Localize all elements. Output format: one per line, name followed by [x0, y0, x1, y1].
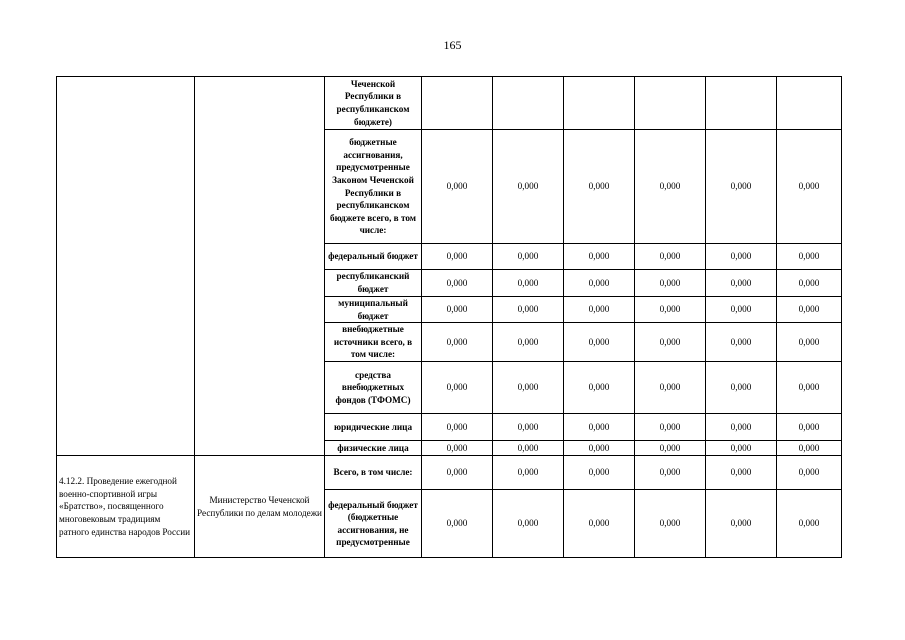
value-cell: 0,000: [635, 441, 706, 456]
value-cell: 0,000: [564, 323, 635, 362]
value-cell: 0,000: [777, 441, 842, 456]
value-cell: [564, 77, 635, 130]
value-cell: 0,000: [422, 323, 493, 362]
value-cell: 0,000: [422, 130, 493, 244]
value-cell: 0,000: [564, 490, 635, 558]
funding-label: бюджетные ассигнования, предусмотренные Законом Чеченской Республики в республиканском бюджете всего, в том числе:: [325, 130, 422, 244]
value-cell: 0,000: [493, 270, 564, 297]
value-cell: 0,000: [777, 270, 842, 297]
value-cell: [422, 77, 493, 130]
value-cell: 0,000: [706, 244, 777, 270]
value-cell: 0,000: [777, 362, 842, 414]
value-cell: [777, 77, 842, 130]
funding-label: юридические лица: [325, 414, 422, 441]
value-cell: 0,000: [422, 441, 493, 456]
value-cell: 0,000: [777, 297, 842, 323]
funding-label: средства внебюджетных фондов (ТФОМС): [325, 362, 422, 414]
event-executor: Министерство Чеченской Республики по делам молодежи: [195, 456, 325, 558]
value-cell: 0,000: [564, 456, 635, 490]
value-cell: 0,000: [493, 244, 564, 270]
value-cell: 0,000: [564, 362, 635, 414]
event-description: 4.12.2. Проведение ежегодной военно-спортивной игры «Братство», посвященного многовековым традициям ратного единства народов России: [57, 456, 195, 558]
value-cell: 0,000: [777, 414, 842, 441]
value-cell: 0,000: [422, 414, 493, 441]
funding-label: Чеченской Республики в республиканском бюджете): [325, 77, 422, 130]
value-cell: 0,000: [493, 362, 564, 414]
value-cell: 0,000: [564, 270, 635, 297]
value-cell: [635, 77, 706, 130]
value-cell: 0,000: [564, 244, 635, 270]
funding-label: Всего, в том числе:: [325, 456, 422, 490]
value-cell: 0,000: [422, 244, 493, 270]
funding-label: федеральный бюджет (бюджетные ассигнования, не предусмотренные: [325, 490, 422, 558]
value-cell: 0,000: [493, 441, 564, 456]
value-cell: 0,000: [635, 323, 706, 362]
value-cell: 0,000: [564, 130, 635, 244]
value-cell: 0,000: [777, 490, 842, 558]
value-cell: 0,000: [564, 441, 635, 456]
value-cell: 0,000: [422, 297, 493, 323]
value-cell: 0,000: [706, 456, 777, 490]
value-cell: 0,000: [777, 456, 842, 490]
value-cell: 0,000: [635, 490, 706, 558]
value-cell: 0,000: [706, 130, 777, 244]
budget-table: [56, 76, 842, 558]
value-cell: 0,000: [706, 362, 777, 414]
event-cell-empty: [57, 77, 195, 456]
table-row: [57, 77, 842, 130]
value-cell: 0,000: [635, 244, 706, 270]
value-cell: 0,000: [706, 270, 777, 297]
value-cell: 0,000: [493, 414, 564, 441]
value-cell: 0,000: [493, 490, 564, 558]
executor-cell-empty: [195, 77, 325, 456]
value-cell: 0,000: [564, 414, 635, 441]
funding-label: республиканский бюджет: [325, 270, 422, 297]
value-cell: 0,000: [635, 297, 706, 323]
value-cell: 0,000: [422, 456, 493, 490]
value-cell: 0,000: [706, 414, 777, 441]
value-cell: [493, 77, 564, 130]
value-cell: 0,000: [706, 441, 777, 456]
value-cell: 0,000: [564, 297, 635, 323]
value-cell: 0,000: [635, 270, 706, 297]
value-cell: 0,000: [635, 414, 706, 441]
funding-label: муниципальный бюджет: [325, 297, 422, 323]
value-cell: 0,000: [493, 297, 564, 323]
value-cell: 0,000: [635, 456, 706, 490]
value-cell: 0,000: [777, 323, 842, 362]
value-cell: 0,000: [777, 130, 842, 244]
value-cell: 0,000: [777, 244, 842, 270]
value-cell: 0,000: [635, 130, 706, 244]
table-row: [57, 456, 842, 490]
funding-label: внебюджетные источники всего, в том числе:: [325, 323, 422, 362]
value-cell: 0,000: [706, 297, 777, 323]
value-cell: 0,000: [493, 456, 564, 490]
funding-label: федеральный бюджет: [325, 244, 422, 270]
value-cell: 0,000: [422, 270, 493, 297]
value-cell: 0,000: [493, 130, 564, 244]
value-cell: 0,000: [493, 323, 564, 362]
page-number: 165: [443, 38, 462, 52]
value-cell: 0,000: [422, 362, 493, 414]
value-cell: 0,000: [706, 323, 777, 362]
funding-label: физические лица: [325, 441, 422, 456]
value-cell: 0,000: [422, 490, 493, 558]
value-cell: [706, 77, 777, 130]
value-cell: 0,000: [706, 490, 777, 558]
value-cell: 0,000: [635, 362, 706, 414]
